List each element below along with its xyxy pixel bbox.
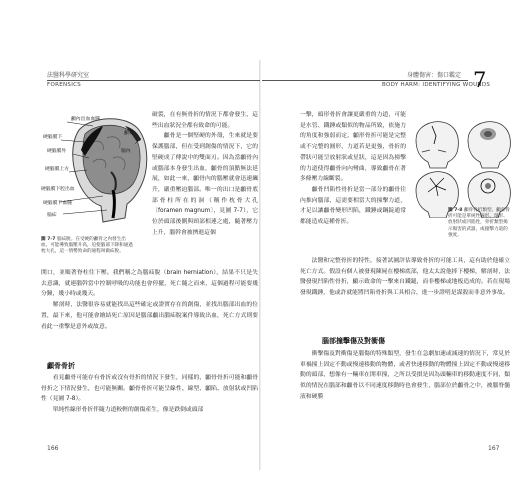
left-body-text: 開口，並順著脊柱往下壓。我們稱之為腦疝脫（brain herniation），結果不只是失去意識，就連腦幹當中控制呼吸的功能也會停擺，死亡隨之而來，這個過程可能要幾分鐘，幾小時或幾天。 解剖時，法醫很容易就能找出這些確定或證實存在的創傷，並找出腦部出血的位置，最下來，他可能會繪結死亡原因是腦部顱出腦疝脫案件導致出血，死亡方式則要看此一重擊是意外或故意。 [41,270,258,330]
right-column-text: 一擊，頭形骨折會讓更嚴重的力道，可能是水管、鐵錘或類似的物品所致，依施力的角度和強弱而定，顱形骨折可能是完整或不完整的圓形，力道若是更強，骨折的帶狀可能呈放射狀或星狀，這是因為撞擊的力道使得顱骨向內彎曲，導致顱骨在著多條壓力線斷裂。 顱骨凹陷性骨折是當一部分的顱骨往內推向腦部，這需要相當大的撞擊力道，才足以讓顱骨變形凹陷，鐵錘或鋼錠通常都能造成這種骨折。 [300,112,406,226]
figure-brain-herniation [41,110,153,235]
skull-fracture-illustrations [410,118,514,218]
left-page-number: 166 [47,445,59,452]
label-intracerebral: 腦內 [121,149,131,154]
figure-7-7-caption [41,237,133,256]
running-head-en: FORENSICS [47,82,82,88]
left-page [10,0,260,500]
right-page [262,0,512,500]
figure-skull-fractures [410,118,514,218]
section-heading-skull-fracture: 顱骨骨折 [47,362,75,370]
running-head-title: 法醫科學研究室 [47,72,90,79]
figure-7-7-text: 腦疝脫。在受硬的顱骨之內發生出血，可能導致腦壓升高，迫使腦部下降和通過枕大孔，這一情勢致命的通程叫做疝脫。 [41,237,133,255]
header-rule [47,80,260,81]
figure-7-7-number: 圖 7-7 [41,237,56,242]
figure-7-8-text: 顱骨骨折類型。顱骨骨折可能是單純性線形、環形、放射狀或凹陷性，骨折類型揭示傷害的武器，或撞擊力道的強度。 [448,208,510,238]
label-hernia: 腦疝 [47,213,57,218]
label-subarachnoid: 硬腦膜上方 [45,167,69,172]
label-skull: 顱骨 [124,131,134,136]
running-head-en: BODY HARM: IDENTIFYING WOUNDS [382,82,491,88]
right-body-text: 法醫和完整骨折的特性，接著試圖評估導致骨折的可能工具，這有助於他確立死亡方式。假設有個人被發現陳屍在樓梯底部，他太太說他摔下樓梯，解剖時，法醫發現凹陷性骨折，顯示致命的一擊來自鐵鎚，而非樓梯或地板造成的。若在現場發現鐵錘，他或許就能將凹陷骨折與工具相合，進一步證明是謀殺而非意外事故。 [300,258,510,297]
running-head-title: 身體傷害：傷口鑑定 [407,72,462,79]
section-heading-coup-contrecoup: 腦部撞擊傷及對衝傷 [322,337,385,345]
label-subdural: 硬腦膜下 [43,135,63,140]
header-rule [262,80,468,81]
skull-depressed-icon [468,122,510,168]
right-page-number: 167 [488,445,500,452]
label-interhemispheric: 顱內出血血腫 [71,117,100,122]
left-section-text: 看見顱骨可能存有骨折或沒有骨折的情況下發生，同樣的，顱骨骨折可能和顱骨骨折之下情況發生，也可能無關。顱骨骨折可能呈線性、線型、顱陷、放射狀或凹陷性（見圖 7-8）。 單純性線形骨折伴隨力道較輕的創傷產生，像是跌倒或頭部 [41,375,258,414]
left-column-text: 破裂，在有無骨折的情況下都會發生，這些出血狀況全都有致命的可能。 顱骨是一個堅硬的外殼，生來就是要保護腦部，但在受到創傷的情況下，它的堅硬成了傳說中的雙面刃。因為當顱骨內或腦部本身發生出血，顱骨的頂點無法延展，如此一來，顱骨內的腦壓就會迅速飆升，嚴重壓迫腦部。唯一的出口是顱骨底部骨柱所在的洞（稱作枕骨大孔〔foramen magnum〕，見圖 7-7），它位於頭部後側與頸部相連之處，隨著壓力上升，腦幹會被擠進這個 [152,112,258,236]
chapter-number: 7 [473,68,487,92]
label-tentorial: 硬腦膜下腔出血 [41,187,75,192]
label-epidural: 硬腦膜外 [47,149,67,154]
brain-herniation-illustration [41,110,153,235]
right-section-text: 衝擊傷及對衝傷是腦傷的特殊類型，發生在急劇加速或減速的情況下，常見於車禍撞上固定不動或慢速移動的物體，或者快速移動的物體撞上固定不動或慢速移動的頭部，想像有一輛車在開車撞，之所以受損是因為頭輛車的移動速度不同，類似的情況在腦部和顱骨以不同速度移動時也會發生，腦部位於顱骨之中，被腦脊髓液和硬膜 [300,351,510,400]
label-extra: 硬腦膜下血腫 [43,201,72,206]
skull-linear-icon [416,122,458,168]
figure-7-8-caption [448,208,512,239]
figure-7-8-number: 圖 7-8 [448,208,463,213]
